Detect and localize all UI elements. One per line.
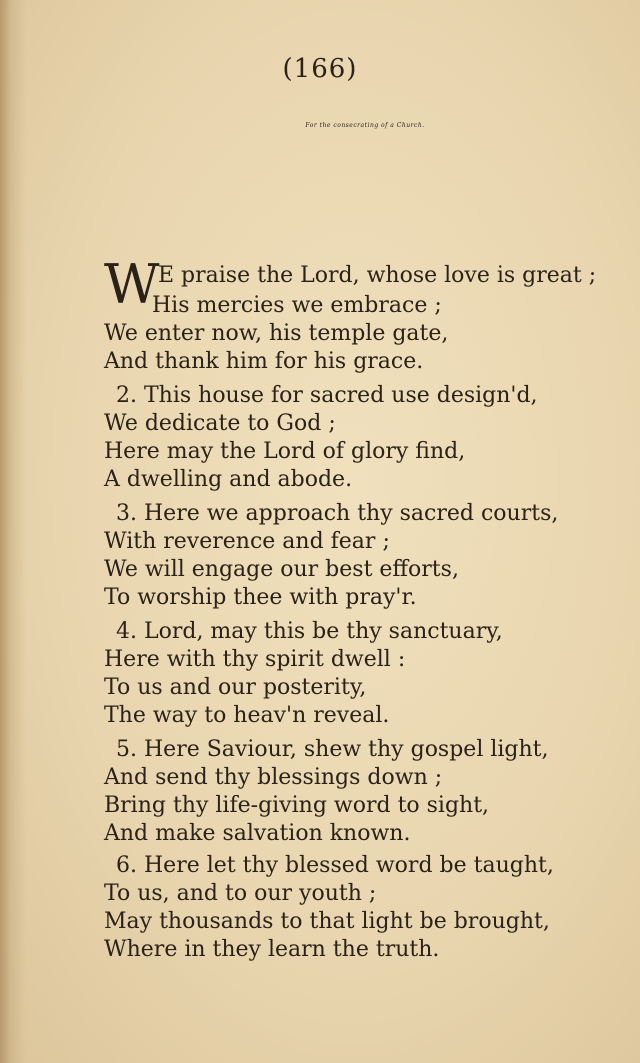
verse-1-line-4: And thank him for his grace. — [104, 349, 424, 374]
verse-2-line-2: We dedicate to God ; — [104, 411, 336, 436]
verse-6-line-4: Where in they learn the truth. — [104, 937, 440, 962]
verse-6-line-1: 6. Here let thy blessed word be taught, — [116, 853, 554, 878]
verse-1-line-2: His mercies we embrace ; — [152, 293, 442, 318]
verse-2-line-4: A dwelling and abode. — [104, 467, 353, 492]
verse-4-line-4: The way to heav'n reveal. — [104, 703, 390, 728]
verse-5-line-4: And make salvation known. — [104, 821, 411, 846]
verse-5-line-1: 5. Here Saviour, shew thy gospel light, — [116, 737, 549, 762]
verse-6-line-3: May thousands to that light be brought, — [104, 909, 550, 934]
verse-2-line-3: Here may the Lord of glory find, — [104, 439, 466, 464]
verse-3-line-1: 3. Here we approach thy sacred courts, — [116, 501, 559, 526]
verse-1-line-3: We enter now, his temple gate, — [104, 321, 449, 346]
page-number: (166) — [282, 54, 358, 84]
verse-1-line-1: E praise the Lord, whose love is great ; — [158, 263, 597, 288]
verse-3-line-2: With reverence and fear ; — [104, 529, 390, 554]
occasion-heading: For the consecrating of a Church. — [305, 122, 425, 129]
verse-4-line-2: Here with thy spirit dwell : — [104, 647, 406, 672]
verse-5-line-2: And send thy blessings down ; — [104, 765, 443, 790]
verse-2-line-1: 2. This house for sacred use design'd, — [116, 383, 538, 408]
verse-4-line-1: 4. Lord, may this be thy sanctuary, — [116, 619, 503, 644]
binding-shadow — [0, 0, 26, 1063]
verse-4-line-3: To us and our posterity, — [104, 675, 367, 700]
drop-cap: W — [104, 253, 160, 316]
verse-5-line-3: Bring thy life-giving word to sight, — [104, 793, 490, 818]
verse-6-line-2: To us, and to our youth ; — [104, 881, 377, 906]
verse-3-line-3: We will engage our best efforts, — [104, 557, 459, 582]
verse-3-line-4: To worship thee with pray'r. — [104, 585, 417, 610]
